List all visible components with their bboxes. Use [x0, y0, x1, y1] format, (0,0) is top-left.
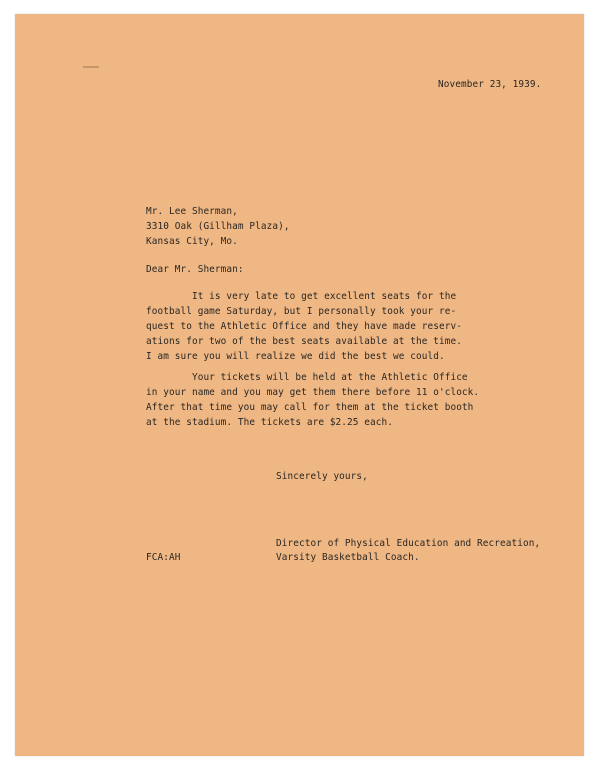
paragraph-line: football game Saturday, but I personally took your re- — [146, 306, 457, 317]
recipient-address-line2: Kansas City, Mo. — [146, 236, 238, 247]
paragraph-line: It is very late to get excellent seats for the — [146, 291, 457, 302]
letter-date: November 23, 1939. — [438, 79, 542, 90]
letter-paper — [15, 14, 584, 756]
paragraph-line: quest to the Athletic Office and they have made reserv- — [146, 321, 462, 332]
salutation: Dear Mr. Sherman: — [146, 264, 244, 275]
smudge-mark — [83, 66, 99, 68]
paragraph-line: I am sure you will realize we did the best we could. — [146, 351, 445, 362]
recipient-name: Mr. Lee Sherman, — [146, 206, 238, 217]
paragraph-line: Your tickets will be held at the Athletic Office — [146, 372, 468, 383]
paragraph-line: at the stadium. The tickets are $2.25 each. — [146, 417, 394, 428]
closing: Sincerely yours, — [276, 471, 368, 482]
paragraph-line: in your name and you may get them there before 11 o'clock. — [146, 387, 480, 398]
typist-initials: FCA:AH — [146, 552, 181, 563]
recipient-address-line1: 3310 Oak (Gillham Plaza), — [146, 221, 290, 232]
paragraph-line: After that time you may call for them at the ticket booth — [146, 402, 474, 413]
paragraph-line: ations for two of the best seats available at the time. — [146, 336, 462, 347]
signature-title-line1: Director of Physical Education and Recreation, — [276, 538, 541, 549]
signature-title-line2: Varsity Basketball Coach. — [276, 552, 420, 563]
